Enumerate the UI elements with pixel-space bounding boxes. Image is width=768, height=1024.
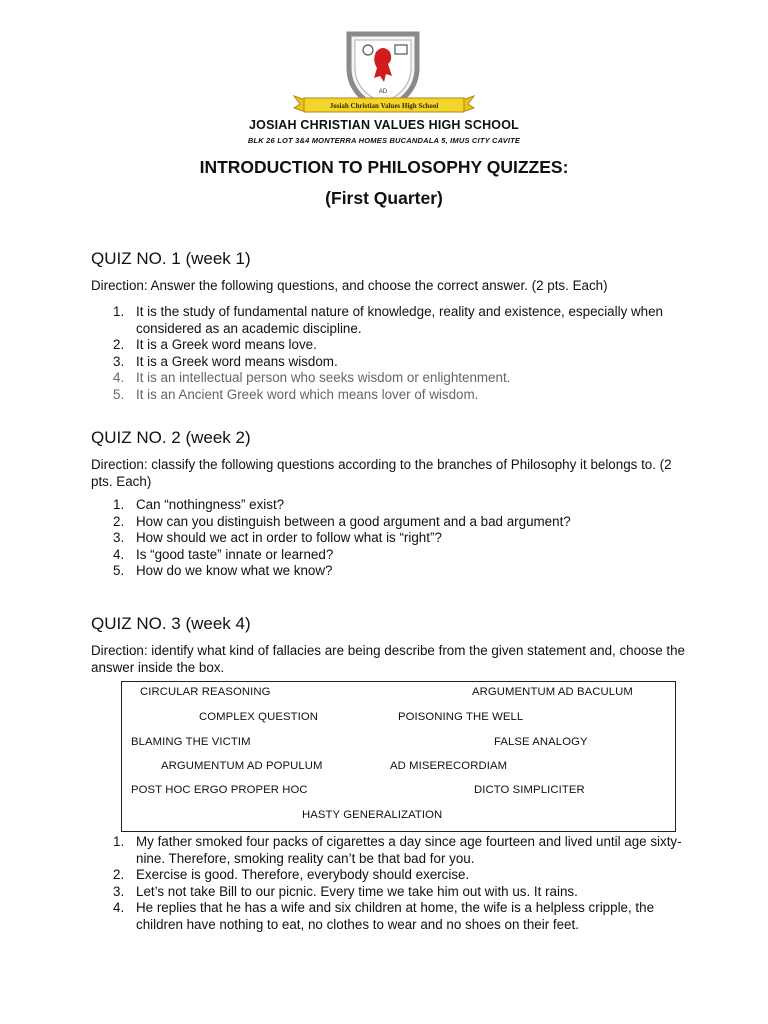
school-name: JOSIAH CHRISTIAN VALUES HIGH SCHOOL xyxy=(249,118,519,132)
choice-complex-question: COMPLEX QUESTION xyxy=(199,711,318,723)
item-number: 4. xyxy=(113,546,125,562)
item-text: It is the study of fundamental nature of knowledge, reality and existence, especially when considered as an academic discipline. xyxy=(136,304,664,336)
item-number: 1. xyxy=(113,497,125,512)
school-crest-logo xyxy=(292,30,476,122)
list-item xyxy=(91,884,691,901)
item-text: Can “nothingness” exist? xyxy=(136,497,285,512)
quiz-3-heading: QUIZ NO. 3 (week 4) xyxy=(91,614,251,633)
list-item xyxy=(91,834,691,867)
item-number: 4. xyxy=(113,370,125,385)
list-item xyxy=(91,387,691,404)
item-number: 1. xyxy=(113,834,125,849)
quiz-1-heading: QUIZ NO. 1 (week 1) xyxy=(91,249,251,268)
list-item xyxy=(91,497,691,514)
item-text: How can you distinguish between a good argument and a bad argument? xyxy=(136,513,571,529)
list-item xyxy=(91,337,691,354)
quiz-2-heading: QUIZ NO. 2 (week 2) xyxy=(91,428,251,447)
school-address: BLK 26 LOT 3&4 MONTERRA HOMES BUCANDALA 5, IMUS CITY CAVITE xyxy=(247,136,521,145)
choice-hasty-generalization: HASTY GENERALIZATION xyxy=(302,809,443,821)
list-item xyxy=(91,370,691,387)
list-item xyxy=(91,547,691,564)
list-item xyxy=(91,354,691,371)
item-number: 5. xyxy=(113,386,125,402)
item-number: 2. xyxy=(113,337,125,352)
banner-text: Josiah Christian Values High School xyxy=(329,102,439,110)
item-number: 2. xyxy=(113,867,125,882)
answer-choices-box xyxy=(121,681,676,832)
list-item xyxy=(91,563,691,580)
quiz-3-direction: Direction: identify what kind of fallacies are being describe from the given statement and, choose the answer inside the box. xyxy=(91,643,685,675)
list-item xyxy=(91,900,691,933)
item-number: 1. xyxy=(113,304,125,319)
quiz-1-direction: Direction: Answer the following questions, and choose the correct answer. (2 pts. Each) xyxy=(91,278,608,293)
item-text: Let’s not take Bill to our picnic. Every time we take him out with us. It rains. xyxy=(136,883,578,899)
item-number: 2. xyxy=(113,513,125,529)
choice-poisoning-the-well: POISONING THE WELL xyxy=(398,711,524,723)
item-text: My father smoked four packs of cigarettes a day since age fourteen and lived until age sixty-nine. Therefore, smoking reality can’t be that bad for you. xyxy=(136,834,682,866)
item-text: Exercise is good. Therefore, everybody should exercise. xyxy=(136,867,470,882)
item-number: 3. xyxy=(113,353,125,369)
list-item xyxy=(91,514,691,531)
list-item xyxy=(91,530,691,547)
choice-dicto-simpliciter: DICTO SIMPLICITER xyxy=(474,784,585,796)
choice-post-hoc-ergo-proper-hoc: POST HOC ERGO PROPER HOC xyxy=(131,784,308,796)
item-number: 3. xyxy=(113,883,125,899)
item-text: How do we know what we know? xyxy=(136,563,333,578)
crest-letters: AD xyxy=(378,89,388,95)
list-item xyxy=(91,304,691,337)
choice-false-analogy: FALSE ANALOGY xyxy=(494,736,588,748)
choice-circular-reasoning: CIRCULAR REASONING xyxy=(140,686,271,698)
choice-blaming-the-victim: BLAMING THE VICTIM xyxy=(131,736,251,748)
item-number: 5. xyxy=(113,563,125,578)
item-text: It is a Greek word means love. xyxy=(136,337,317,352)
quiz-1-questions xyxy=(91,304,691,403)
document-subtitle: (First Quarter) xyxy=(325,188,443,208)
item-text: He replies that he has a wife and six children at home, the wife is a helpless cripple, the children have nothing to eat, no clothes to wear and no shoes on their feet. xyxy=(136,900,655,932)
item-text: It is an intellectual person who seeks wisdom or enlightenment. xyxy=(136,370,511,385)
choice-argumentum-ad-populum: ARGUMENTUM AD POPULUM xyxy=(161,760,323,772)
document-title: INTRODUCTION TO PHILOSOPHY QUIZZES: xyxy=(199,157,569,177)
quiz-3-questions xyxy=(91,834,691,933)
choice-ad-miserecordiam: AD MISERECORDIAM xyxy=(390,760,508,772)
item-number: 3. xyxy=(113,530,125,545)
choice-argumentum-ad-baculum: ARGUMENTUM AD BACULUM xyxy=(472,686,633,698)
item-text: Is “good taste” innate or learned? xyxy=(136,546,334,562)
quiz-2-questions xyxy=(91,497,691,580)
quiz-2-direction: Direction: classify the following questions according to the branches of Philosophy it belongs to. (2 pts. Each) xyxy=(91,457,672,489)
item-number: 4. xyxy=(113,900,125,915)
item-text: It is a Greek word means wisdom. xyxy=(136,353,338,369)
item-text: How should we act in order to follow what is “right”? xyxy=(136,530,442,545)
item-text: It is an Ancient Greek word which means lover of wisdom. xyxy=(136,386,479,402)
list-item xyxy=(91,867,691,884)
